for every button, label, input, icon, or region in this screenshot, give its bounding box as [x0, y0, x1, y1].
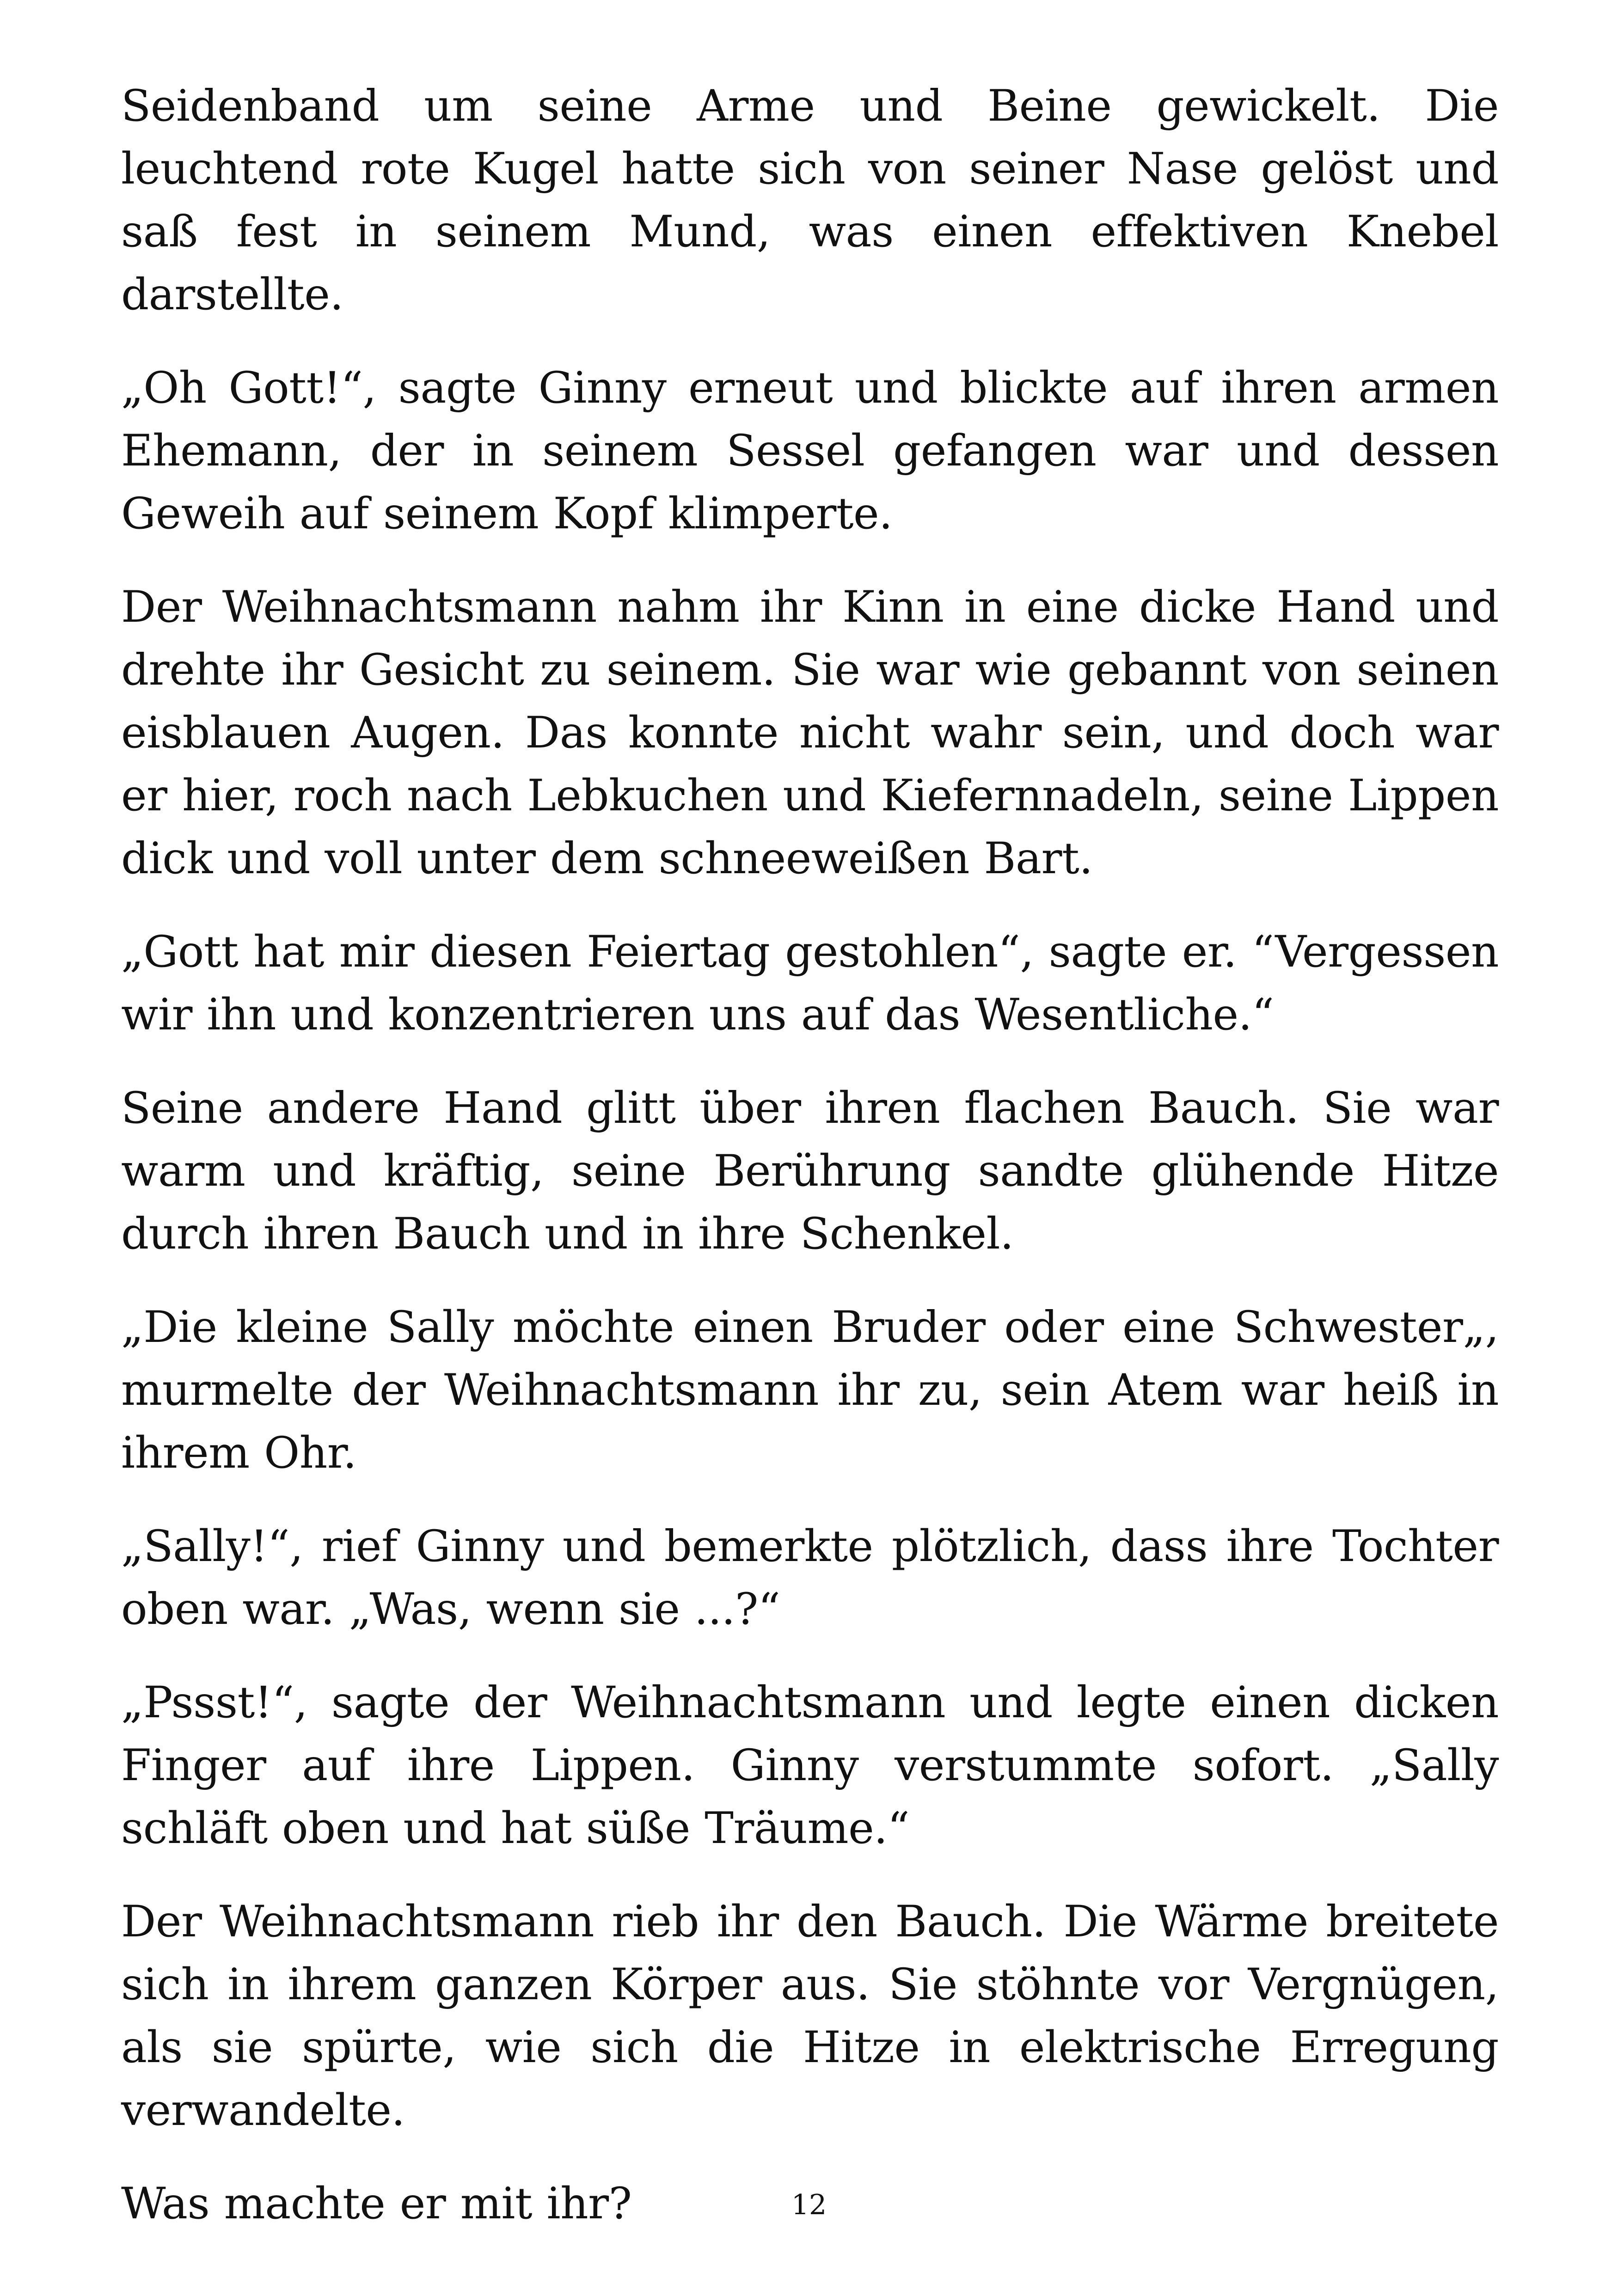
paragraph: Seidenband um seine Arme und Beine gewickelt. Die leuchtend rote Kugel hatte sich von seiner Nase gelöst und saß fest in seinem Mund, was einen effektiven Knebel darstellte.	[121, 81, 1499, 320]
paragraph: „Gott hat mir diesen Feiertag gestohlen“, sagte er. “Vergessen wir ihn und konzentrieren uns auf das Wesentliche.“	[121, 927, 1499, 1040]
paragraph: Der Weihnachtsmann rieb ihr den Bauch. Die Wärme breitete sich in ihrem ganzen Körper aus. Sie stöhnte vor Vergnügen, als sie spürte, wie sich die Hitze in elektrische Erregung verwandelte.	[121, 1897, 1499, 2136]
paragraph: Seine andere Hand glitt über ihren flachen Bauch. Sie war warm und kräftig, seine Berührung sandte glühende Hitze durch ihren Bauch und in ihre Schenkel.	[121, 1083, 1499, 1259]
paragraph: Der Weihnachtsmann nahm ihr Kinn in eine dicke Hand und drehte ihr Gesicht zu seinem. Sie war wie gebannt von seinen eisblauen Augen. Das konnte nicht wahr sein, und doch war er hier, roch nach Lebkuchen und Kiefernnadeln, seine Lippen dick und voll unter dem schneeweißen Bart.	[121, 582, 1499, 884]
paragraph: „Pssst!“, sagte der Weihnachtsmann und legte einen dicken Finger auf ihre Lippen. Ginny verstummte sofort. „Sally schläft oben und hat süße Träume.“	[121, 1678, 1499, 1854]
body-text	[121, 75, 1499, 2235]
paragraph: „Die kleine Sally möchte einen Bruder oder eine Schwester„, murmelte der Weihnachtsmann ihr zu, sein Atem war heiß in ihrem Ohr.	[121, 1302, 1499, 1478]
page-number: 12	[791, 2189, 827, 2221]
paragraph: Was machte er mit ihr?	[121, 2179, 632, 2229]
paragraph: „Oh Gott!“, sagte Ginny erneut und blickte auf ihren armen Ehemann, der in seinem Sessel gefangen war und dessen Geweih auf seinem Kopf klimperte.	[121, 363, 1499, 539]
paragraph: „Sally!“, rief Ginny und bemerkte plötzlich, dass ihre Tochter oben war. „Was, wenn sie ...?“	[121, 1521, 1499, 1635]
